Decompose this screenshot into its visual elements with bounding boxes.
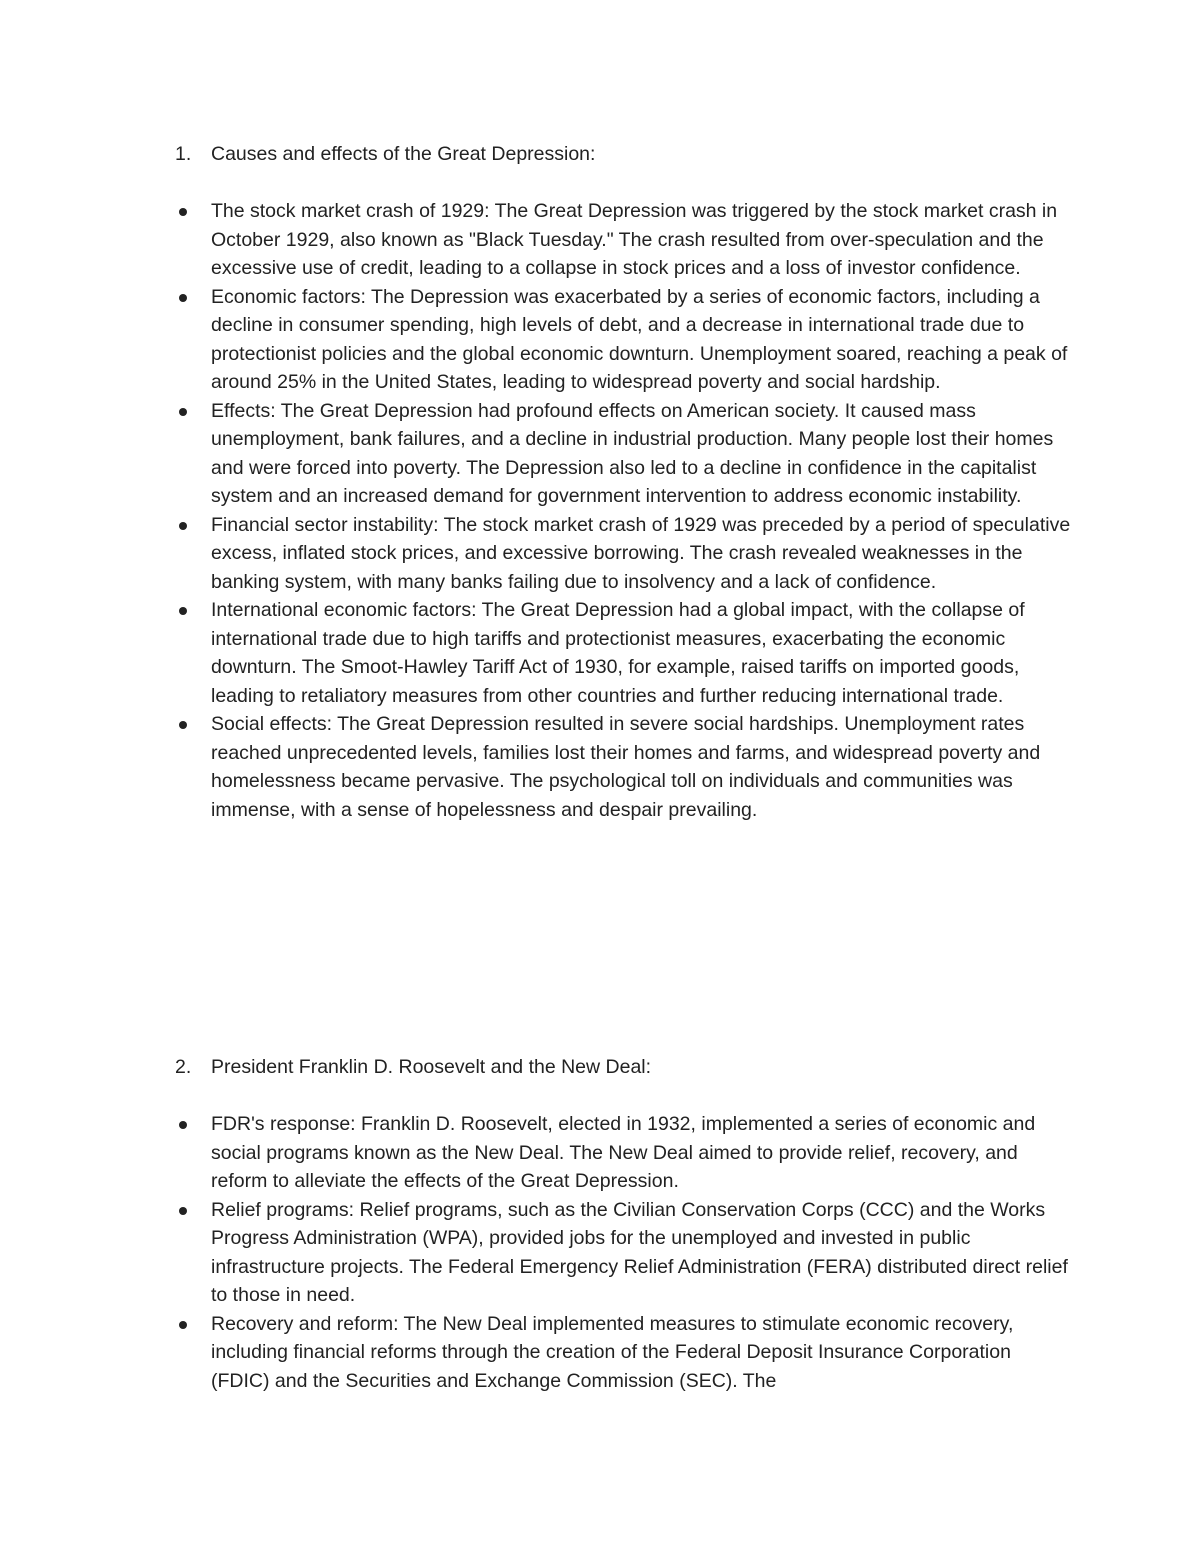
- section-title: President Franklin D. Roosevelt and the New Deal:: [211, 1056, 652, 1078]
- bullet-text: Economic factors: The Depression was exacerbated by a series of economic factors, including a decline in consumer spending, high levels of debt, and a decrease in international trade due to protectionist policies and the global economic downturn. Unemployment soared, reaching a peak of around 25% in the United States, leading to widespread poverty and social hardship.: [211, 285, 1068, 393]
- list-item: [0, 511, 1071, 597]
- bullet-text: FDR's response: Franklin D. Roosevelt, elected in 1932, implemented a series of economic and social programs known as the New Deal. The New Deal aimed to provide relief, recovery, and reform to alleviate the effects of the Great Depression.: [211, 1113, 1036, 1192]
- list-item: [0, 197, 1071, 283]
- bullet-icon: [179, 522, 187, 530]
- bullet-icon: [179, 294, 187, 302]
- bullet-icon: [179, 1207, 187, 1215]
- section-heading: [0, 140, 1200, 170]
- bullet-icon: [179, 408, 187, 416]
- list-item: [0, 596, 1071, 710]
- list-item: [0, 283, 1071, 397]
- bullet-text: International economic factors: The Great Depression had a global impact, with the collapse of international trade due to high tariffs and protectionist measures, exacerbating the economic downturn. The Smoot-Hawley Tariff Act of 1930, for example, raised tariffs on imported goods, leading to retaliatory measures from other countries and further reducing international trade.: [211, 599, 1025, 707]
- bullet-icon: [179, 1121, 187, 1129]
- bullet-icon: [179, 1321, 187, 1329]
- section-number: 2.: [175, 1056, 192, 1078]
- section-causes-effects: [0, 140, 1200, 824]
- list-item: [0, 1110, 1071, 1196]
- bullet-text: Relief programs: Relief programs, such as the Civilian Conservation Corps (CCC) and the Works Progress Administration (WPA), provided jobs for the unemployed and invested in public infrastructure projects. The Federal Emergency Relief Administration (FERA) distributed direct relief to those in need.: [211, 1198, 1068, 1306]
- section-heading: [0, 1053, 1200, 1083]
- section-title: Causes and effects of the Great Depression:: [211, 143, 596, 165]
- bullet-icon: [179, 607, 187, 615]
- list-item: [0, 1310, 1071, 1396]
- bullet-text: Effects: The Great Depression had profound effects on American society. It caused mass unemployment, bank failures, and a decline in industrial production. Many people lost their homes and were forced into poverty. The Depression also led to a decline in confidence in the capitalist system and an increased demand for government intervention to address economic instability.: [211, 399, 1054, 507]
- bullet-text: Recovery and reform: The New Deal implemented measures to stimulate economic recovery, including financial reforms through the creation of the Federal Deposit Insurance Corporation (FDIC) and the Securities and Exchange Commission (SEC). The: [211, 1312, 1014, 1392]
- bullet-text: Social effects: The Great Depression resulted in severe social hardships. Unemployment rates reached unprecedented levels, families lost their homes and farms, and widespread poverty and homelessness became pervasive. The psychological toll on individuals and communities was immense, with a sense of hopelessness and despair prevailing.: [211, 713, 1041, 821]
- bullet-list: [0, 1110, 1200, 1395]
- bullet-icon: [179, 721, 187, 729]
- section-number: 1.: [175, 143, 192, 165]
- bullet-text: The stock market crash of 1929: The Great Depression was triggered by the stock market crash in October 1929, also known as "Black Tuesday." The crash resulted from over-speculation and the excessive use of credit, leading to a collapse in stock prices and a loss of investor confidence.: [211, 200, 1058, 279]
- section-new-deal: [0, 1053, 1200, 1395]
- list-item: [0, 1196, 1071, 1310]
- bullet-icon: [179, 208, 187, 216]
- list-item: [0, 710, 1071, 824]
- bullet-list: [0, 197, 1200, 824]
- bullet-text: Financial sector instability: The stock market crash of 1929 was preceded by a period of speculative excess, inflated stock prices, and excessive borrowing. The crash revealed weaknesses in the banking system, with many banks failing due to insolvency and a lack of confidence.: [211, 513, 1071, 593]
- list-item: [0, 397, 1071, 511]
